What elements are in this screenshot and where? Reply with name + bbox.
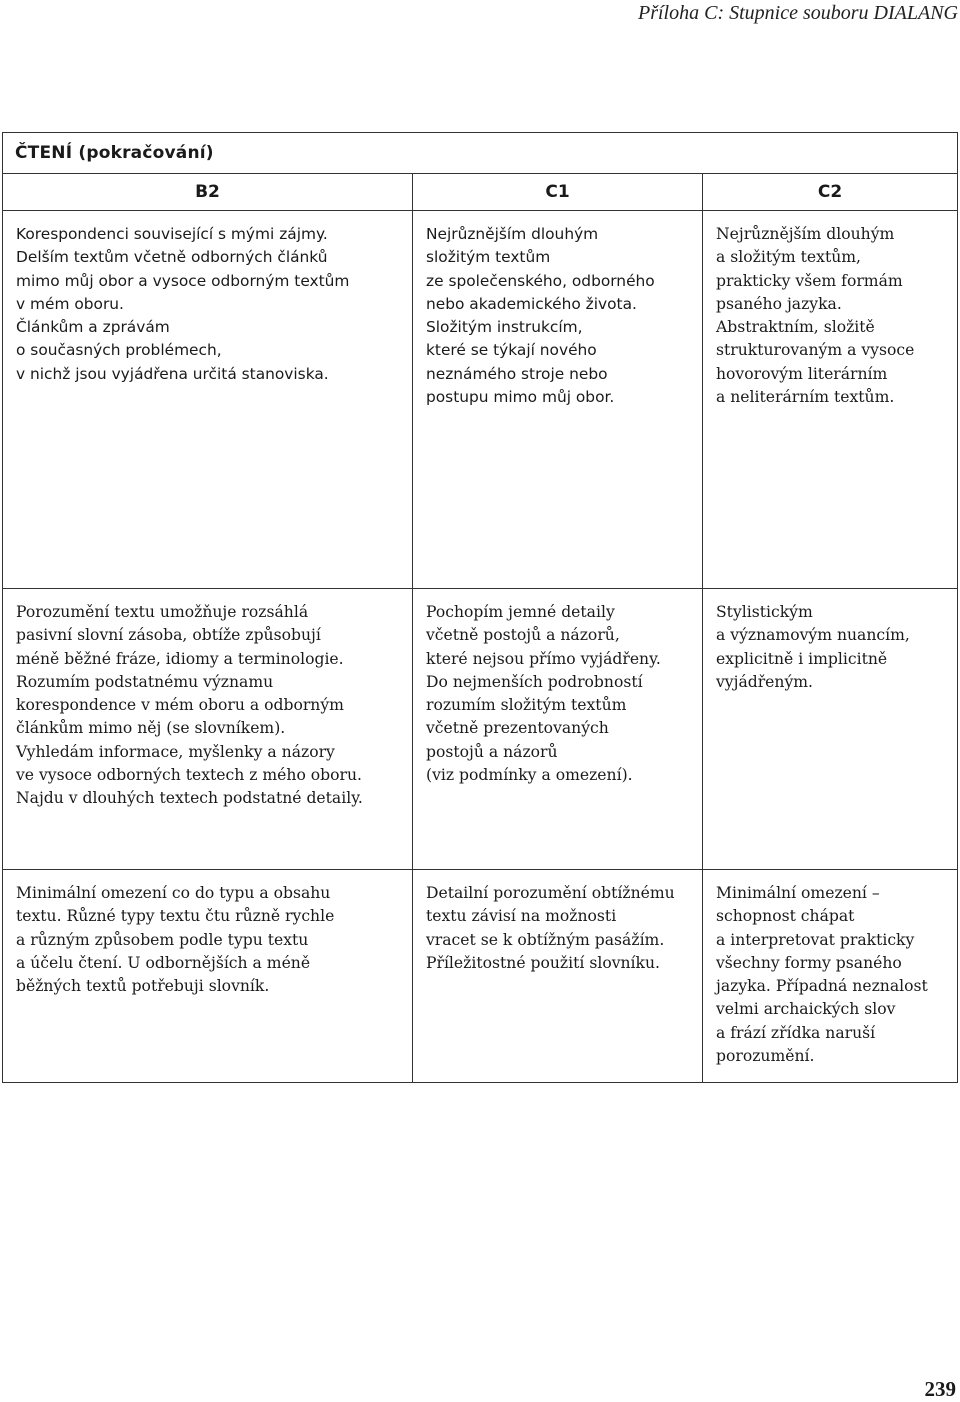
cell-b2-comprehension: Porozumění textu umožňuje rozsáhlá pasivní slovní zásoba, obtíže způsobují méně běžné fráze, idiomy a terminologie. Rozumím podstatnému významu korespondence v mém oboru a odborným článkům mimo něj (se slovníkem). Vyhledám informace, myšlenky a názory ve vysoce odborných textech z mého oboru. Najdu v dlouhých textech podstatné detaily. xyxy=(3,589,413,870)
page-number: 239 xyxy=(924,1377,956,1401)
table-row xyxy=(3,589,958,870)
column-header-b2: B2 xyxy=(3,174,413,211)
cell-c1-comprehension: Pochopím jemné detaily včetně postojů a názorů, které nejsou přímo vyjádřeny. Do nejmenších podrobností rozumím složitým textům včetně prezentovaných postojů a názorů (viz podmínky a omezení). xyxy=(413,589,703,870)
cell-b2-texts: Korespondenci související s mými zájmy. Delším textům včetně odborných článků mimo můj obor a vysoce odborným textům v mém oboru. Článkům a zprávám o současných problémech, v nichž jsou vyjádřena určitá stanoviska. xyxy=(3,211,413,589)
reading-scale-table xyxy=(2,132,958,1083)
cell-c1-limitations: Detailní porozumění obtížnému textu závisí na možnosti vracet se k obtížným pasážím. Příležitostné použití slovníku. xyxy=(413,870,703,1083)
cell-c2-limitations: Minimální omezení – schopnost chápat a interpretovat prakticky všechny formy psaného jazyka. Případná neznalost velmi archaických slov a frází zřídka naruší porozumění. xyxy=(703,870,958,1083)
section-title: ČTENÍ (pokračování) xyxy=(3,133,958,174)
cell-c2-comprehension: Stylistickým a významovým nuancím, explicitně i implicitně vyjádřeným. xyxy=(703,589,958,870)
column-header-c2: C2 xyxy=(703,174,958,211)
table-row xyxy=(3,870,958,1083)
page-header-title: Příloha C: Stupnice souboru DIALANG xyxy=(638,2,958,24)
cell-c1-texts: Nejrůznějším dlouhým složitým textům ze společenského, odborného nebo akademického života. Složitým instrukcím, které se týkají nového neznámého stroje nebo postupu mimo můj obor. xyxy=(413,211,703,589)
table-row xyxy=(3,211,958,589)
cell-b2-limitations: Minimální omezení co do typu a obsahu textu. Různé typy textu čtu různě rychle a různým způsobem podle typu textu a účelu čtení. U odbornějších a méně běžných textů potřebuji slovník. xyxy=(3,870,413,1083)
column-header-c1: C1 xyxy=(413,174,703,211)
cell-c2-texts: Nejrůznějším dlouhým a složitým textům, prakticky všem formám psaného jazyka. Abstraktním, složitě strukturovaným a vysoce hovorovým literárním a neliterárním textům. xyxy=(703,211,958,589)
